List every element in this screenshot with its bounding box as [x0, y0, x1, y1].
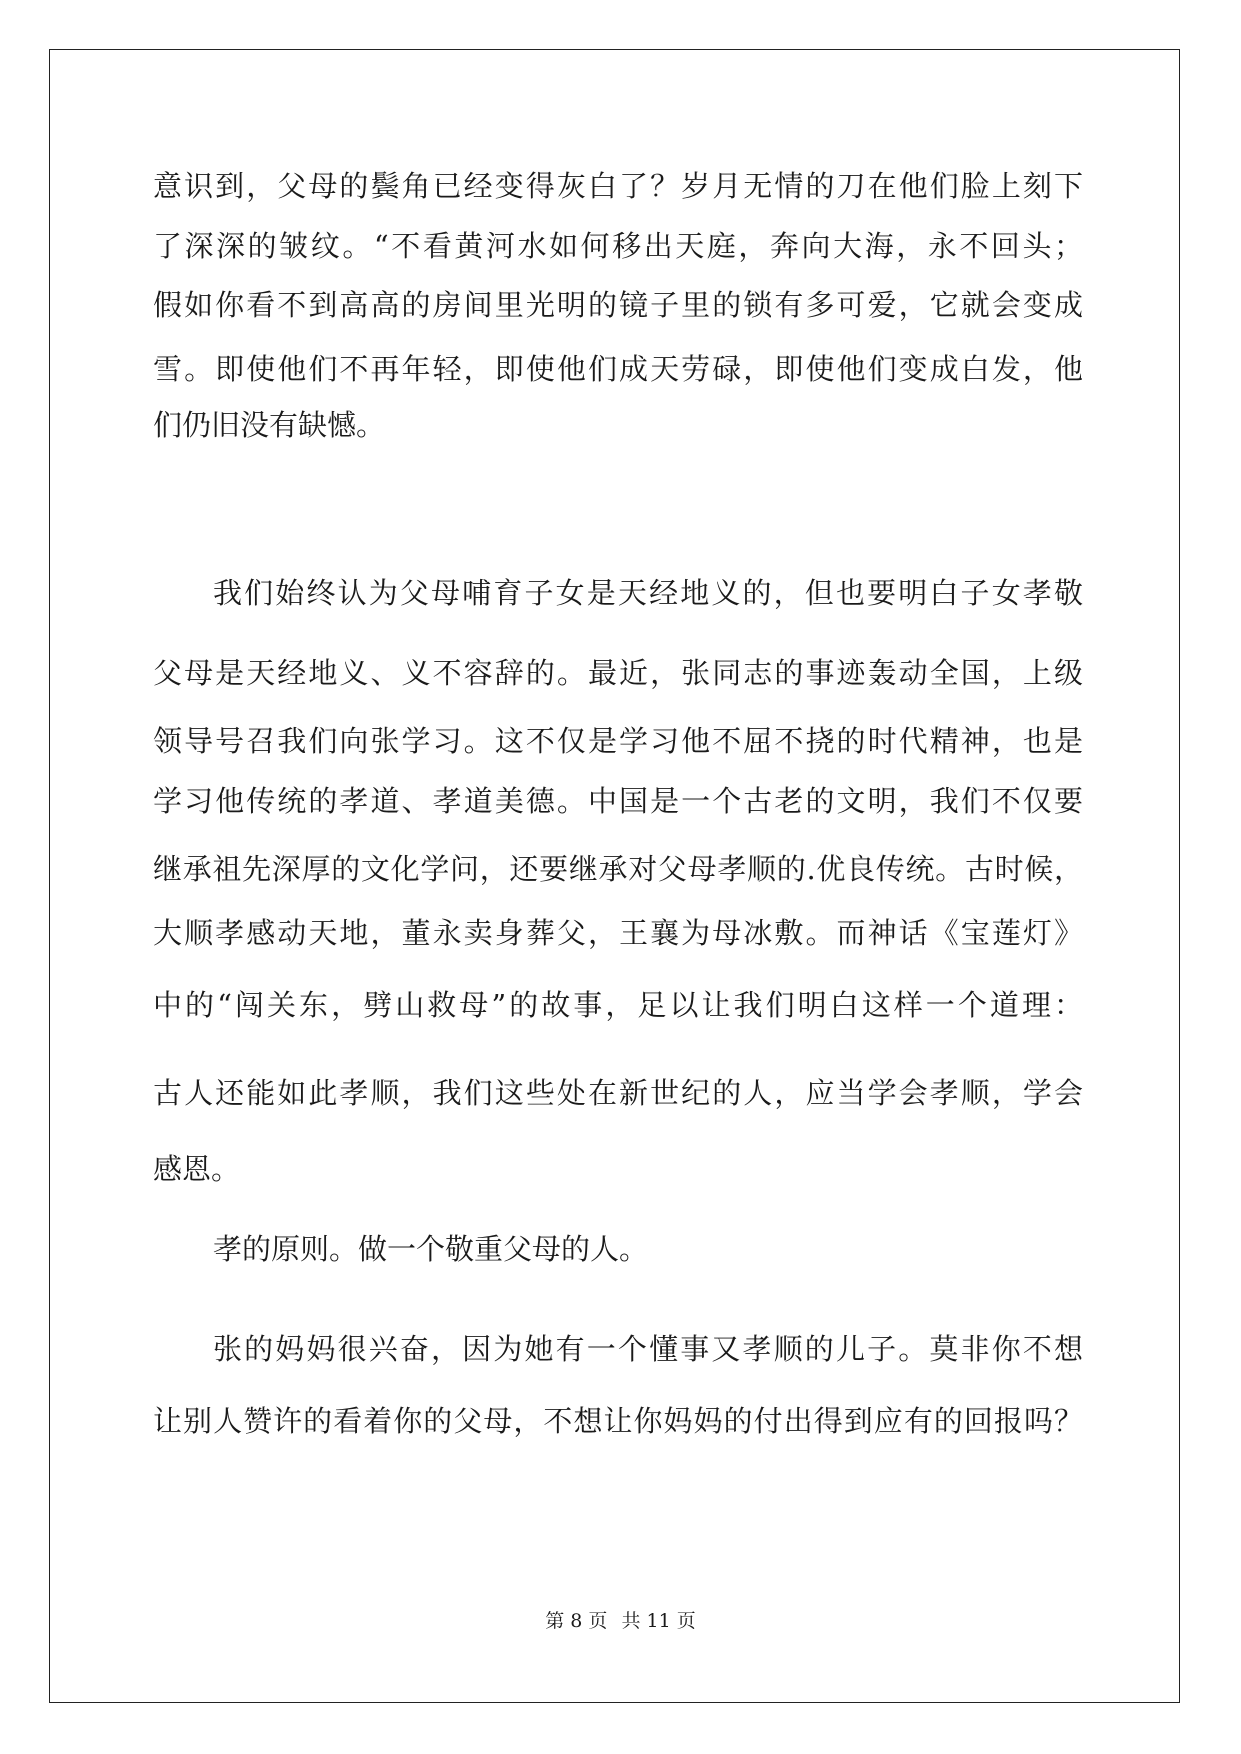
- paragraph-line: 假如你看不到高高的房间里光明的镜子里的锁有多可爱，它就会变成: [153, 288, 1083, 322]
- paragraph-line: 领导号召我们向张学习。这不仅是学习他不屈不挠的时代精神，也是: [153, 724, 1083, 758]
- paragraph-line: 继承祖先深厚的文化学问，还要继承对父母孝顺的.优良传统。古时候，: [153, 852, 1083, 886]
- paragraph-line: 意识到，父母的鬓角已经变得灰白了？岁月无情的刀在他们脸上刻下: [153, 169, 1083, 203]
- paragraph-line: 学习他传统的孝道、孝道美德。中国是一个古老的文明，我们不仅要: [153, 784, 1083, 818]
- paragraph-line: 张的妈妈很兴奋，因为她有一个懂事又孝顺的儿子。莫非你不想: [213, 1332, 1083, 1366]
- page-number: 第 8 页: [545, 1610, 608, 1632]
- page-footer: [0, 1609, 1241, 1633]
- paragraph-line: 孝的原则。做一个敬重父母的人。: [213, 1232, 649, 1266]
- paragraph-line: 了深深的皱纹。“不看黄河水如何移出天庭，奔向大海，永不回头；: [153, 229, 1083, 263]
- paragraph-line: 中的“闯关东，劈山救母”的故事，足以让我们明白这样一个道理：: [153, 988, 1083, 1022]
- paragraph-line: 大顺孝感动天地，董永卖身葬父，王襄为母冰敷。而神话《宝莲灯》: [153, 916, 1083, 950]
- paragraph-line: 古人还能如此孝顺，我们这些处在新世纪的人，应当学会孝顺，学会: [153, 1076, 1083, 1110]
- paragraph-line: 雪。即使他们不再年轻，即使他们成天劳碌，即使他们变成白发，他: [153, 352, 1083, 386]
- paragraph-line: 我们始终认为父母哺育子女是天经地义的，但也要明白子女孝敬: [213, 576, 1083, 610]
- paragraph-line: 父母是天经地义、义不容辞的。最近，张同志的事迹轰动全国，上级: [153, 656, 1083, 690]
- paragraph-line: 们仍旧没有缺憾。: [153, 408, 386, 442]
- paragraph-line: 让别人赞许的看着你的父母，不想让你妈妈的付出得到应有的回报吗？: [153, 1404, 1083, 1438]
- paragraph-line: 感恩。: [153, 1152, 241, 1186]
- page-total: 共 11 页: [621, 1610, 696, 1632]
